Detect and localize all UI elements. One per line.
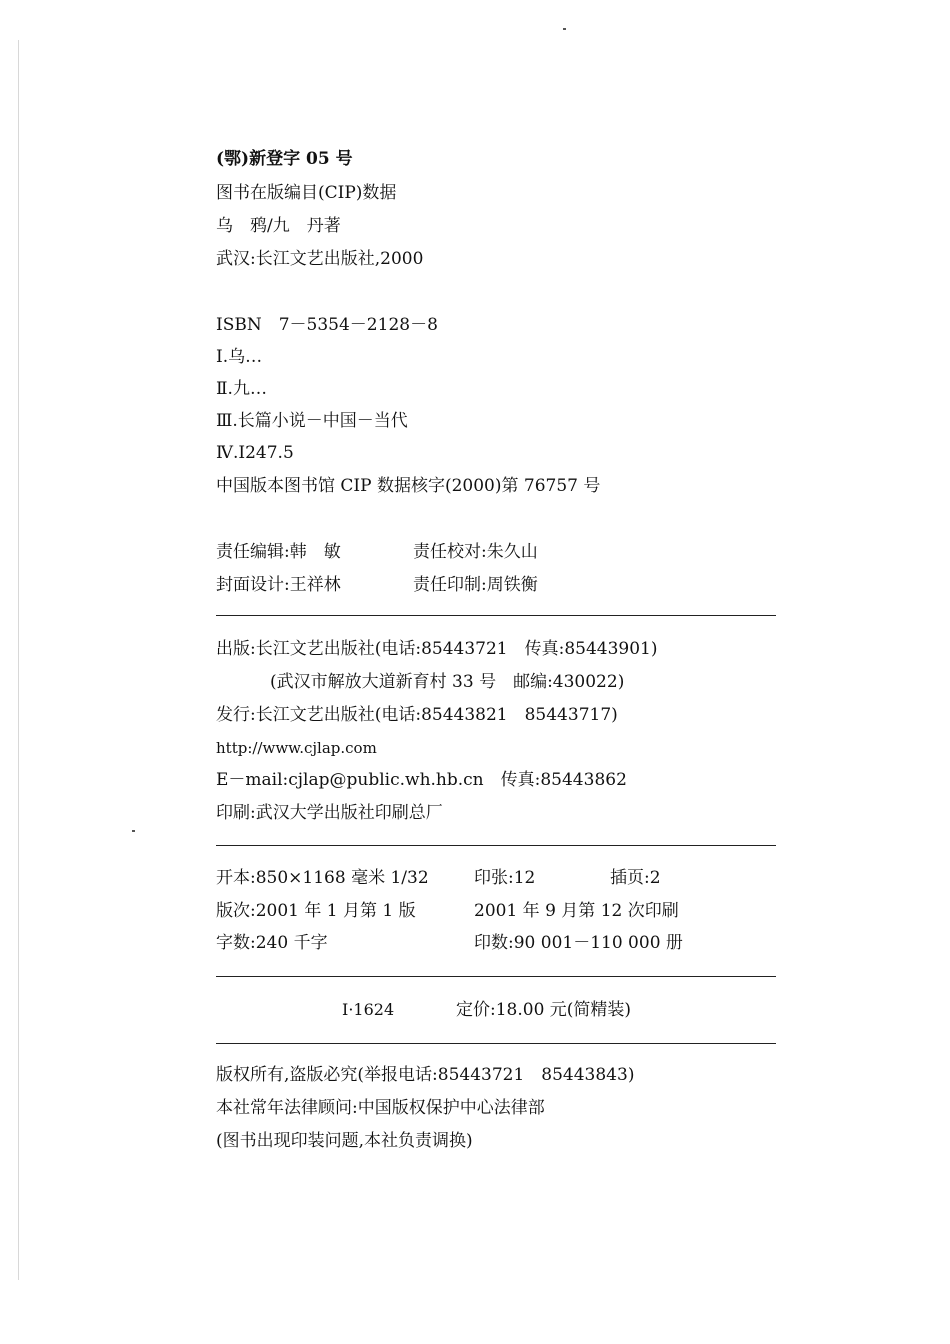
index-entry-3: Ⅲ.长篇小说－中国－当代 — [216, 411, 408, 431]
divider — [216, 976, 776, 977]
printing-spec: 2001 年 9 月第 12 次印刷 — [474, 901, 679, 921]
sheets-spec: 印张:12 — [474, 868, 536, 888]
publisher-info: 出版:长江文艺出版社(电话:85443721 传真:85443901) — [216, 639, 658, 659]
proofreader: 责任校对:朱久山 — [413, 542, 538, 562]
publisher-line: 武汉:长江文艺出版社,2000 — [216, 249, 424, 269]
price: 定价:18.00 元(简精装) — [456, 1000, 632, 1020]
editor: 责任编辑:韩 敏 — [216, 542, 341, 562]
scan-edge-line — [18, 40, 19, 1280]
word-count: 字数:240 千字 — [216, 933, 328, 953]
distributor-info: 发行:长江文艺出版社(电话:85443821 85443717) — [216, 705, 618, 725]
format-spec: 开本:850×1168 毫米 1/32 — [216, 868, 429, 888]
returns-notice: (图书出现印装问题,本社负责调换) — [216, 1131, 473, 1151]
website: http://www.cjlap.com — [216, 739, 377, 757]
publisher-address: (武汉市解放大道新育村 33 号 邮编:430022) — [270, 672, 625, 692]
scan-speck — [132, 830, 135, 832]
email-fax: E－mail:cjlap@public.wh.hb.cn 传真:85443862 — [216, 770, 627, 790]
index-entry-1: Ⅰ.乌… — [216, 347, 263, 367]
divider — [216, 1043, 776, 1044]
edition-spec: 版次:2001 年 1 月第 1 版 — [216, 901, 416, 921]
printing-supervisor: 责任印制:周铁衡 — [413, 575, 538, 595]
registration-number: (鄂)新登字 05 号 — [216, 149, 353, 169]
legal-counsel: 本社常年法律顾问:中国版权保护中心法律部 — [216, 1098, 545, 1118]
divider — [216, 615, 776, 616]
author-line: 乌 鸦/九 丹著 — [216, 216, 341, 236]
cip-data-number: 中国版本图书馆 CIP 数据核字(2000)第 76757 号 — [216, 476, 601, 496]
cip-heading: 图书在版编目(CIP)数据 — [216, 183, 397, 203]
isbn: ISBN 7－5354－2128－8 — [216, 315, 438, 335]
plates-spec: 插页:2 — [610, 868, 661, 888]
printer-info: 印刷:武汉大学出版社印刷总厂 — [216, 803, 443, 823]
cover-design: 封面设计:王祥林 — [216, 575, 341, 595]
scan-speck — [563, 28, 566, 30]
copyright-notice: 版权所有,盗版必究(举报电话:85443721 85443843) — [216, 1065, 635, 1085]
index-entry-4: Ⅳ.Ⅰ247.5 — [216, 443, 294, 463]
print-run: 印数:90 001－110 000 册 — [474, 933, 683, 953]
divider — [216, 845, 776, 846]
index-entry-2: Ⅱ.九… — [216, 379, 267, 399]
classification-code: I·1624 — [342, 1000, 395, 1019]
